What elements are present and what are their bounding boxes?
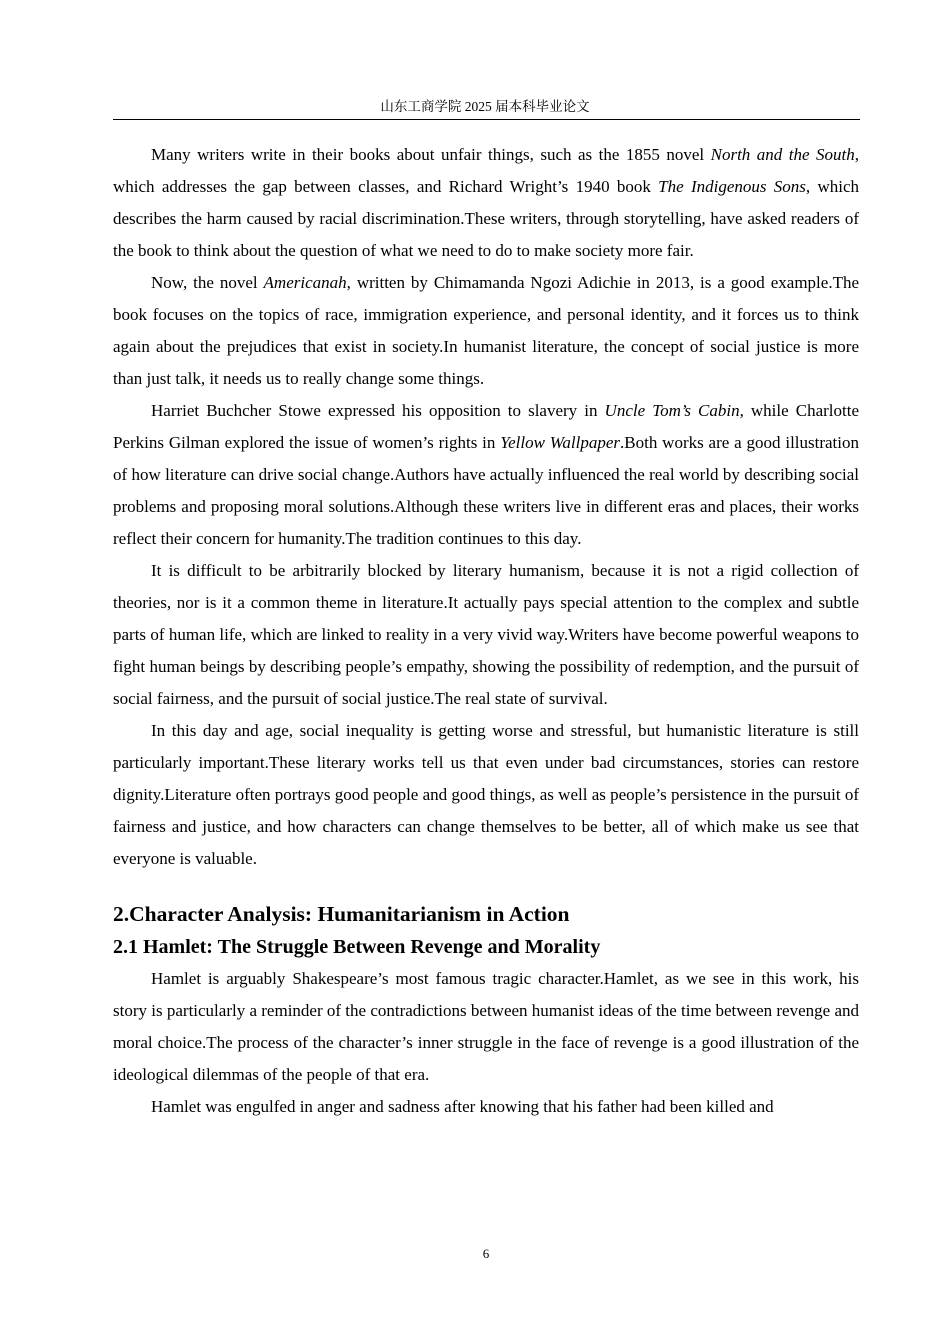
book-title-uncle-toms-cabin: Uncle Tom’s Cabin xyxy=(604,401,740,420)
paragraph-5: In this day and age, social inequality is getting worse and stressful, but humanistic literature is still particularly important.These literary works tell us that even under bad circumstances, stories can restore dignity.Literature often portrays good people and good things, as well as people’s persistence in the pursuit of fairness and justice, and how characters can change themselves to be better, all of which make us see that everyone is valuable. xyxy=(113,721,859,868)
paragraph-1 xyxy=(113,139,859,267)
book-title-americanah: Americanah xyxy=(263,273,347,292)
paragraph-1-text-1: Many writers write in their books about unfair things, such as the 1855 novel xyxy=(151,145,711,164)
paragraph-2-text-1: Now, the novel xyxy=(151,273,264,292)
paragraph-2-text-2: , written by Chimamanda Ngozi Adichie in 2013, is a good example.The book focuses on the topics of race, immigration experience, and personal identity, and it forces us to think again about the prejudices that exist in society.In humanist literature, the concept of social justice is more than just talk, it needs us to really change some things. xyxy=(113,273,859,388)
paragraph-6: Hamlet is arguably Shakespeare’s most famous tragic character.Hamlet, as we see in this work, his story is particularly a reminder of the contradictions between humanist ideas of the time between revenge and moral choice.The process of the character’s inner struggle in the face of revenge is a good illustration of the ideological dilemmas of the people of that era. xyxy=(113,969,859,1084)
running-header: 山东工商学院 2025 届本科毕业论文 xyxy=(380,99,590,114)
paragraph-3-text-3: .Both works are a good illustration of how literature can drive social change.Authors have actually influenced the real world by describing social problems and proposing moral solutions.Although these writers live in different eras and places, their works reflect their concern for humanity.The tradition continues to this day. xyxy=(113,433,860,548)
paragraph-4: It is difficult to be arbitrarily blocked by literary humanism, because it is not a rigid collection of theories, nor is it a common theme in literature.It actually pays special attention to the complex and subtle parts of human life, which are linked to reality in a very vivid way.Writers have become powerful weapons to fight human beings by describing people’s empathy, showing the possibility of redemption, and the pursuit of social fairness, and the pursuit of social justice.The real state of survival. xyxy=(113,561,859,708)
paragraph-3-text-2: , while Charlotte Perkins Gilman explored the issue of women’s rights in xyxy=(113,401,860,452)
paragraph-1-text-3: , which describes the harm caused by racial discrimination.These writers, through storytelling, have asked readers of the book to think about the question of what we need to do to make society more fair. xyxy=(113,177,859,260)
book-title-yellow-wallpaper: Yellow Wallpaper xyxy=(500,433,621,452)
header-rule xyxy=(113,119,860,120)
book-title-the-indigenous-sons: The Indigenous Sons xyxy=(658,177,806,196)
paragraph-7: Hamlet was engulfed in anger and sadness after knowing that his father had been killed and xyxy=(151,1097,774,1116)
paragraph-3 xyxy=(113,395,859,555)
paragraph-3-text-1: Harriet Buchcher Stowe expressed his opposition to slavery in xyxy=(151,401,605,420)
paragraph-1-text-2: , which addresses the gap between classes, and Richard Wright’s 1940 book xyxy=(113,145,860,196)
paragraph-2 xyxy=(113,267,859,395)
subsection-heading: 2.1 Hamlet: The Struggle Between Revenge and Morality xyxy=(113,936,601,958)
page-number: 6 xyxy=(482,1246,490,1261)
book-title-north-and-the-south: North and the South xyxy=(710,145,855,164)
page-body xyxy=(113,139,859,1123)
section-heading: 2.Character Analysis: Humanitarianism in Action xyxy=(113,902,570,926)
